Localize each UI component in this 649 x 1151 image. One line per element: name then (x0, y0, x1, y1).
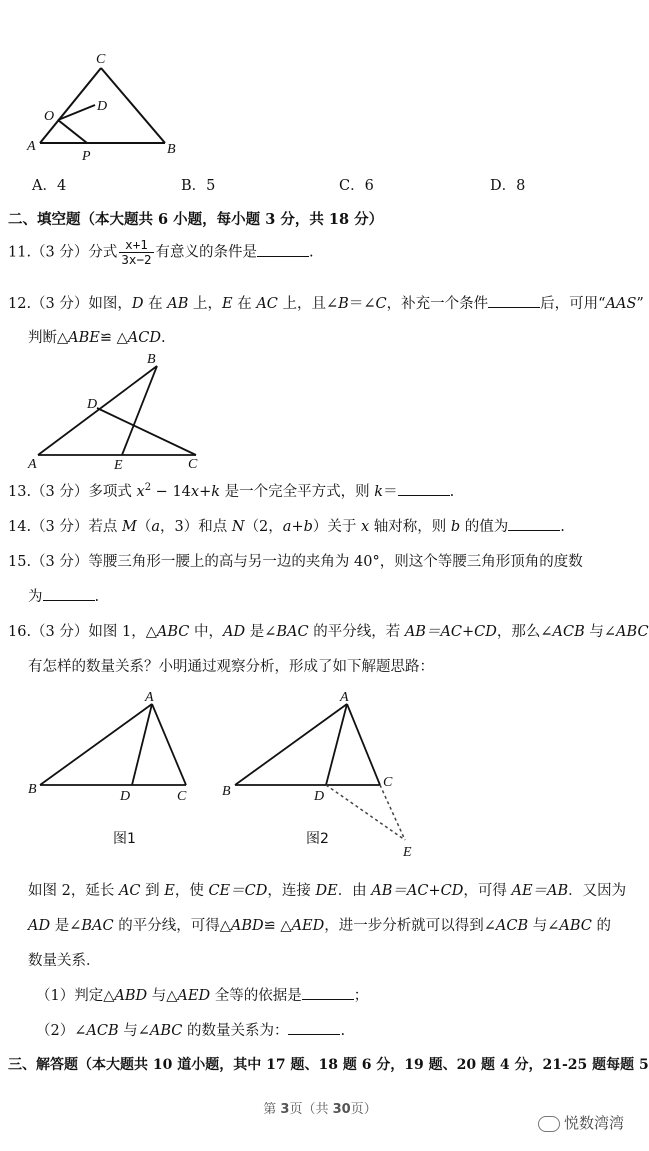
watermark: 悦数湾湾 (538, 1112, 624, 1133)
question-16-line1: 16.（3 分）如图 1，△ABC 中，AD 是∠BAC 的平分线，若 AB＝AC+CD，那么∠ACB 与∠ABC (8, 624, 649, 640)
question-15-line1: 15.（3 分）等腰三角形一腰上的高与另一边的夹角为 40°，则这个等腰三角形顶角的度数 (8, 554, 583, 570)
label-B: B (222, 784, 231, 799)
label-D: D (314, 789, 325, 804)
option-b: B．5 (181, 178, 216, 194)
option-c: C．6 (339, 178, 374, 194)
figure-2-caption: 图2 (306, 831, 329, 847)
answer-blank[interactable] (398, 481, 450, 496)
label-C: C (383, 775, 393, 790)
label-O: O (44, 109, 55, 124)
label-C: C (96, 52, 106, 67)
label-A: A (27, 139, 36, 154)
option-a: A．4 (32, 178, 67, 194)
label-C: C (188, 457, 198, 472)
question-12-line2: 判断△ABE≌ △ACD. (28, 330, 166, 346)
label-B: B (28, 782, 37, 797)
label-A: A (28, 457, 37, 472)
question-11: 11.（3 分）分式 $\frac{x+1}{3x-2}$ 有意义的条件是 . (8, 237, 314, 267)
section3-title: 三、解答题（本大题共 10 道小题，其中 17 题、18 题 6 分，19 题、20 题 4 分，21-25 题每题 5 (8, 1057, 649, 1073)
figure-q12 (0, 345, 640, 473)
figure-triangle-top (0, 0, 640, 170)
question-15-line2: 为 . (28, 585, 99, 606)
fraction: $\frac{x+1}{3x-2}$ (121, 237, 152, 267)
option-d: D．8 (490, 178, 526, 194)
label-P: P (82, 149, 91, 164)
label-A: A (145, 690, 154, 705)
wechat-icon (538, 1116, 560, 1132)
question-16-sub2: （2）∠ACB 与∠ABC 的数量关系为： . (36, 1019, 345, 1040)
label-D: D (120, 789, 131, 804)
label-E: E (114, 458, 123, 473)
answer-blank[interactable] (302, 985, 354, 1000)
label-C: C (177, 789, 187, 804)
label-B: B (147, 352, 156, 367)
question-12-line1: 12.（3 分）如图，D 在 AB 上，E 在 AC 上，且∠B＝∠C，补充一个条件 后，可用“AAS” (8, 292, 644, 313)
label-B: B (167, 142, 176, 157)
question-13: 13.（3 分）多项式 $x^2 - 14x+k$ 是一个完全平方式，则 k＝ . (8, 482, 455, 500)
question-16-para-line1: 如图 2，延长 AC 到 E，使 CE＝CD，连接 DE．由 AB＝AC+CD，可得 AE＝AB．又因为 (28, 883, 627, 899)
answer-blank[interactable] (488, 293, 540, 308)
answer-blank[interactable] (43, 586, 95, 601)
question-16-para-line3: 数量关系． (28, 953, 101, 969)
question-16-para-line2: AD 是∠BAC 的平分线，可得△ABD≌ △AED，进一步分析就可以得到∠ACB 与∠ABC 的 (28, 918, 612, 934)
label-A: A (340, 690, 349, 705)
label-D: D (97, 99, 108, 114)
question-16-line2: 有怎样的数量关系？小明通过观察分析，形成了如下解题思路： (28, 659, 434, 675)
label-D: D (87, 397, 98, 412)
question-14: 14.（3 分）若点 M（a，3）和点 N（2，a+b）关于 x 轴对称，则 b 的值为 . (8, 515, 565, 536)
answer-blank[interactable] (257, 242, 309, 257)
page-footer: 第 3页（共 30页） (263, 1102, 377, 1117)
answer-blank[interactable] (288, 1020, 340, 1035)
label-E: E (403, 845, 412, 860)
answer-blank[interactable] (508, 516, 560, 531)
figure-1-caption: 图1 (113, 831, 136, 847)
section2-title: 二、填空题（本大题共 6 小题，每小题 3 分，共 18 分） (8, 211, 384, 228)
question-16-sub1: （1）判定△ABD 与△AED 全等的依据是 ； (36, 984, 368, 1005)
